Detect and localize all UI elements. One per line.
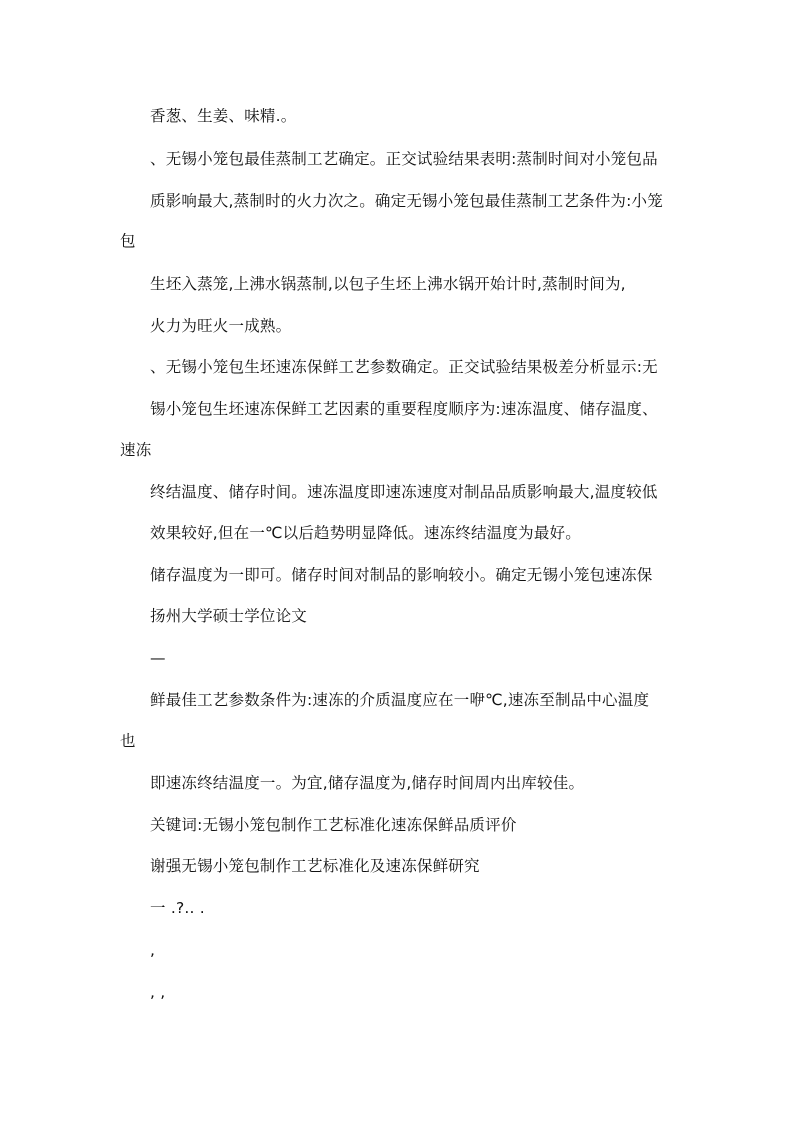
text-line: 一 .?.. . — [150, 899, 205, 917]
text-line: 也 — [120, 732, 136, 750]
text-line: 火力为旺火一成熟。 — [150, 317, 292, 335]
text-line: 终结温度、储存时间。速冻温度即速冻速度对制品品质影响最大,温度较低 — [150, 483, 658, 501]
text-line: , , — [150, 983, 166, 1001]
text-line: 效果较好,但在一℃以后趋势明显降低。速冻终结温度为最好。 — [150, 524, 581, 542]
text-line: 、无锡小笼包最佳蒸制工艺确定。正交试验结果表明:蒸制时间对小笼包品 — [150, 150, 658, 168]
text-line: 质影响最大,蒸制时的火力次之。确定无锡小笼包最佳蒸制工艺条件为:小笼 — [150, 192, 663, 210]
running-title: 谢强无锡小笼包制作工艺标准化及速冻保鲜研究 — [150, 857, 480, 875]
running-header: 扬州大学硕士学位论文 — [150, 607, 308, 625]
keywords-line: 关键词:无锡小笼包制作工艺标准化速冻保鲜品质评价 — [150, 816, 517, 834]
text-line: 储存温度为一即可。储存时间对制品的影响较小。确定无锡小笼包速冻保 — [150, 566, 653, 584]
text-line: 包 — [120, 232, 136, 250]
text-line: — — [150, 649, 166, 667]
text-line: , — [150, 941, 156, 959]
text-line: 速冻 — [120, 441, 152, 459]
text-line: 香葱、生姜、味精.。 — [150, 107, 297, 125]
text-line: 、无锡小笼包生坯速冻保鲜工艺参数确定。正交试验结果极差分析显示:无 — [150, 358, 658, 376]
text-line: 锡小笼包生坯速冻保鲜工艺因素的重要程度顺序为:速冻温度、储存温度、 — [150, 400, 658, 418]
text-line: 生坯入蒸笼,上沸水锅蒸制,以包子生坯上沸水锅开始计时,蒸制时间为, — [150, 275, 626, 293]
text-line: 即速冻终结温度一。为宜,储存温度为,储存时间周内出库较佳。 — [150, 774, 585, 792]
text-line: 鲜最佳工艺参数条件为:速冻的介质温度应在一咿℃,速冻至制品中心温度 — [150, 691, 650, 709]
